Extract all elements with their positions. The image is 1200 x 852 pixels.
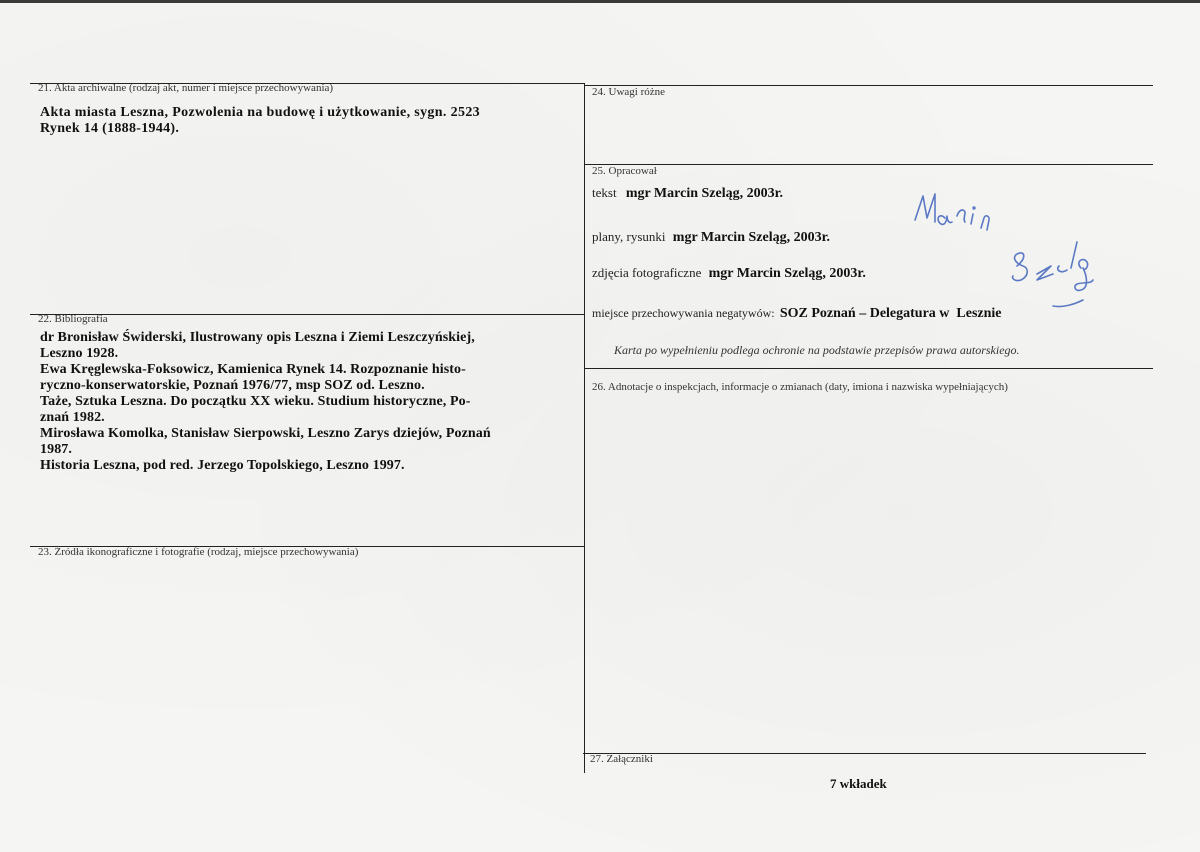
plany-row <box>592 229 830 246</box>
section-23-label: 23. Źródła ikonograficzne i fotografie (rodzaj, miejsce przechowywania) <box>38 546 359 558</box>
tekst-label: tekst <box>592 185 617 200</box>
negatywy-label: miejsce przechowywania negatywów: <box>592 306 775 320</box>
section-21-line1: Akta miasta Leszna, Pozwolenia na budowę i użytkowanie, sygn. 2523 <box>40 105 481 120</box>
attachments-value: 7 wkładek <box>830 776 887 791</box>
section-22-label: 22. Bibliografia <box>38 313 108 325</box>
section-24-label: 24. Uwagi różne <box>592 86 666 98</box>
section-26-label: 26. Adnotacje o inspekcjach, informacje o zmianach (daty, imiona i nazwiska wypełniających) <box>592 381 1008 393</box>
bibliography-line: Taże, Sztuka Leszna. Do początku XX wieku. Studium historyczne, Po- <box>40 394 471 409</box>
plany-value: mgr Marcin Szeląg, 2003r. <box>672 230 831 245</box>
plany-label: plany, rysunki <box>592 229 666 244</box>
section-21-label: 21. Akta archiwalne (rodzaj akt, numer i miejsce przechowywania) <box>38 82 334 94</box>
rule-s25-top <box>585 164 1153 165</box>
section-25-label: 25. Opracował <box>592 165 657 177</box>
zdjecia-value: mgr Marcin Szeląg, 2003r. <box>708 266 866 281</box>
bibliography-line: Ewa Kręglewska-Foksowicz, Kamienica Rynek 14. Rozpoznanie histo- <box>40 362 466 377</box>
rule-s22-top <box>30 314 585 315</box>
bibliography-line: Mirosława Komolka, Stanisław Sierpowski, Leszno Zarys dziejów, Poznań <box>40 426 491 441</box>
bibliography-list <box>40 330 585 474</box>
section-21-line2: Rynek 14 (1888-1944). <box>40 121 180 136</box>
copyright-note: Karta po wypełnieniu podlega ochronie na podstawie przepisów prawa autorskiego. <box>614 343 1020 357</box>
rule-s27-top <box>583 753 1146 754</box>
negatywy-value: SOZ Poznań – Delegatura w Lesznie <box>779 306 1002 321</box>
bibliography-line: dr Bronisław Świderski, Ilustrowany opis Leszna i Ziemi Leszczyńskiej, <box>40 330 475 345</box>
bibliography-line: Historia Leszna, pod red. Jerzego Topolskiego, Leszno 1997. <box>40 458 405 473</box>
tekst-value: mgr Marcin Szeląg, 2003r. <box>625 186 784 201</box>
signature-handwriting <box>905 188 1105 318</box>
bibliography-line: znań 1982. <box>40 410 105 425</box>
zdjecia-row <box>592 265 866 282</box>
bibliography-line: ryczno-konserwatorskie, Poznań 1976/77, msp SOZ od. Leszno. <box>40 378 425 393</box>
tekst-row <box>592 185 783 202</box>
section-27-label: 27. Załączniki <box>590 753 653 765</box>
rule-s26-top <box>585 368 1153 369</box>
bibliography-line: Leszno 1928. <box>40 346 119 361</box>
bibliography-line: 1987. <box>40 442 72 457</box>
rule-top-right <box>585 85 1153 86</box>
zdjecia-label: zdjęcia fotograficzne <box>592 265 702 280</box>
